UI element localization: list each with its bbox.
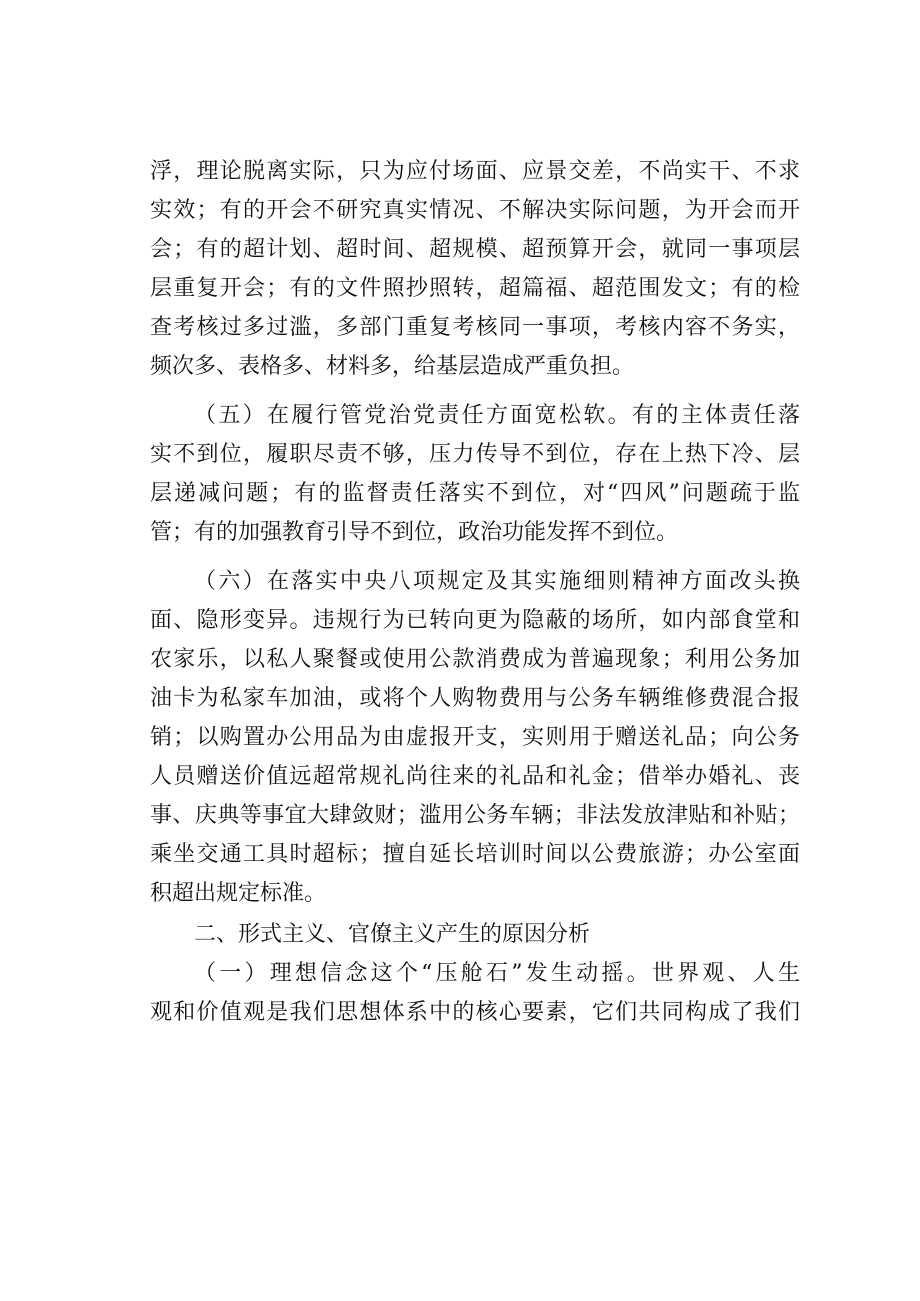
paragraph (150, 152, 800, 386)
paragraph (150, 954, 800, 1032)
text-line: 油卡为私家车加油，或将个人购物费用与公务车辆维修费混合报 (150, 686, 800, 711)
document-body (150, 152, 800, 1032)
text-line: （六）在落实中央八项规定及其实施细则精神方面改头换 (194, 569, 800, 594)
text-line: 层重复开会；有的文件照抄照转，超篇福、超范围发文；有的检 (150, 276, 800, 301)
text-line: 乘坐交通工具时超标；擅自延长培训时间以公费旅游；办公室面 (150, 842, 800, 867)
text-line: 人员赠送价值远超常规礼尚往来的礼品和礼金；借举办婚礼、丧 (150, 764, 800, 789)
text-line: 面、隐形变异。违规行为已转向更为隐蔽的场所，如内部食堂和 (150, 608, 800, 633)
text-line: 实效；有的开会不研究真实情况、不解决实际问题，为开会而开 (150, 198, 800, 223)
section-heading: 二、形式主义、官僚主义产生的原因分析 (194, 922, 591, 947)
text-line: （一）理想信念这个“压舱石”发生动摇。世界观、人生 (194, 961, 800, 986)
text-line: 实不到位，履职尽责不够，压力传导不到位，存在上热下冷、层 (150, 442, 800, 467)
text-line: 农家乐，以私人聚餐或使用公款消费成为普遍现象；利用公务加 (150, 647, 800, 672)
text-line: 销；以购置办公用品为由虚报开支，实则用于赠送礼品；向公务 (150, 725, 800, 750)
paragraph (150, 396, 800, 552)
text-line: 浮，理论脱离实际，只为应付场面、应景交差，不尚实干、不求 (150, 159, 800, 184)
text-line: 查考核过多过滥，多部门重复考核同一事项，考核内容不务实， (150, 315, 800, 340)
text-line: 观和价值观是我们思想体系中的核心要素，它们共同构成了我们 (150, 1000, 800, 1025)
text-line: 频次多、表格多、材料多，给基层造成严重负担。 (150, 354, 635, 379)
text-line: 管；有的加强教育引导不到位，政治功能发挥不到位。 (150, 520, 679, 545)
text-line: 事、庆典等事宜大肆敛财；滥用公务车辆；非法发放津贴和补贴； (150, 803, 800, 828)
text-line: 积超出规定标准。 (150, 881, 327, 906)
text-line: 层递减问题；有的监督责任落实不到位，对“四风”问题疏于监 (150, 481, 800, 506)
text-line: 会；有的超计划、超时间、超规模、超预算开会，就同一事项层 (150, 237, 800, 262)
paragraph (150, 562, 800, 913)
text-line: （五）在履行管党治党责任方面宽松软。有的主体责任落 (194, 403, 800, 428)
